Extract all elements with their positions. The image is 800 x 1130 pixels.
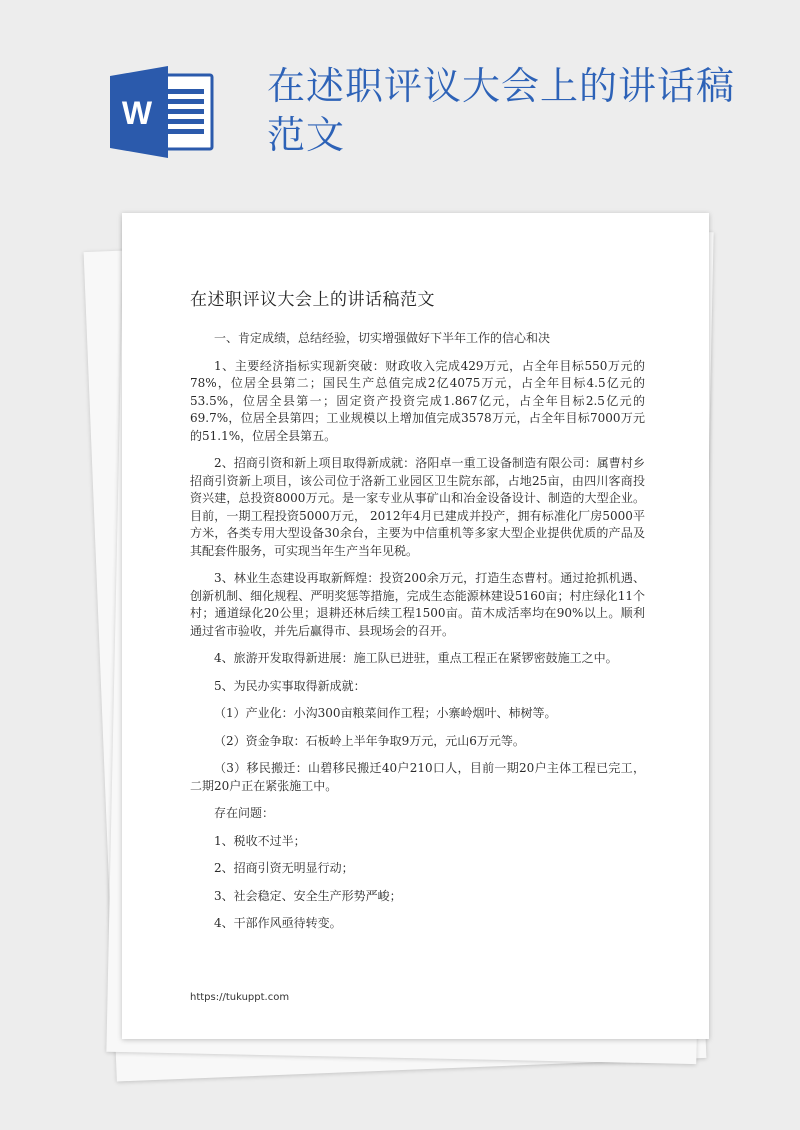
paragraph-tourism: 4、旅游开发取得新进展：施工队已进驻，重点工程正在紧锣密鼓施工之中。: [214, 651, 618, 665]
footer-url: https://tukuppt.com: [190, 992, 290, 1003]
word-icon: [110, 66, 215, 158]
paragraph-practical-affairs: 5、为民办实事取得新成就：: [214, 678, 366, 693]
paragraph-forestry: 3、林业生态建设再取新辉煌：投资200余万元，打造生态曹村。通过抢抓机遇、创新机制、细化规程、严明奖惩等措施，完成生态能源林建设5160亩；村庄绿化11个村；通道绿化20公里；退耕还林后续工程1500亩。苗木成活率均在90%以上。顺利通过省市验收，并先后赢得市、县现场会的召开。: [190, 571, 645, 638]
paragraph-relocation: （3）移民搬迁：山碧移民搬迁40户210口人，目前一期20户主体工程已完工，二期20户正在紧张施工中。: [190, 761, 645, 793]
paragraph-economy: 1、主要经济指标实现新突破：财政收入完成429万元，占全年目标550万元的78%，位居全县第二；国民生产总值完成2亿4075万元，占全年目标4.5亿元的53.5%，位居全县第一；固定资产投资完成1.867亿元，占全年目标2.5亿元的69.7%，位居全县第四；工业规模以上增加值完成3578万元，占全年目标7000万元的51.1%，位居全县第五。: [190, 358, 645, 443]
paragraph-investment: 2、招商引资和新上项目取得新成就：洛阳卓一重工设备制造有限公司：属曹村乡招商引资新上项目，该公司位于洛新工业园区卫生院东部，占地25亩，由四川客商投资兴建，总投资8000万元。是一家专业从事矿山和冶金设备设计、制造的大型企业。目前，一期工程投资5000万元， 2012年4月已建成并投产，拥有标准化厂房5000平方米，各类专用大型设备30余台，主要为中信重机等多家大型企业提供优质的产品及其配套件服务，可实现当年生产当年见税。: [190, 456, 645, 558]
paragraph-industrialization: （1）产业化：小沟300亩粮菜间作工程；小寨岭烟叶、柿树等。: [214, 706, 557, 720]
paragraph-problem-2: 2、招商引资无明显行动；: [214, 861, 354, 875]
paragraph-funding: （2）资金争取：石板岭上半年争取9万元，元山6万元等。: [214, 733, 525, 748]
document-title: 在述职评议大会上的讲话稿范文: [190, 290, 435, 310]
paragraph-problem-1: 1、税收不过半；: [214, 833, 306, 848]
word-icon-letter: W: [121, 95, 153, 131]
page-title: 在述职评议大会上的讲话稿范文: [267, 64, 736, 157]
document-body: [190, 330, 645, 933]
paragraph-problems-heading: 存在问题：: [214, 806, 275, 820]
paragraph-problem-3: 3、社会稳定、安全生产形势严峻；: [214, 888, 402, 903]
paragraph-intro: 一、肯定成绩，总结经验，切实增强做好下半年工作的信心和决: [214, 331, 551, 345]
paragraph-problem-4: 4、干部作风亟待转变。: [214, 916, 342, 930]
